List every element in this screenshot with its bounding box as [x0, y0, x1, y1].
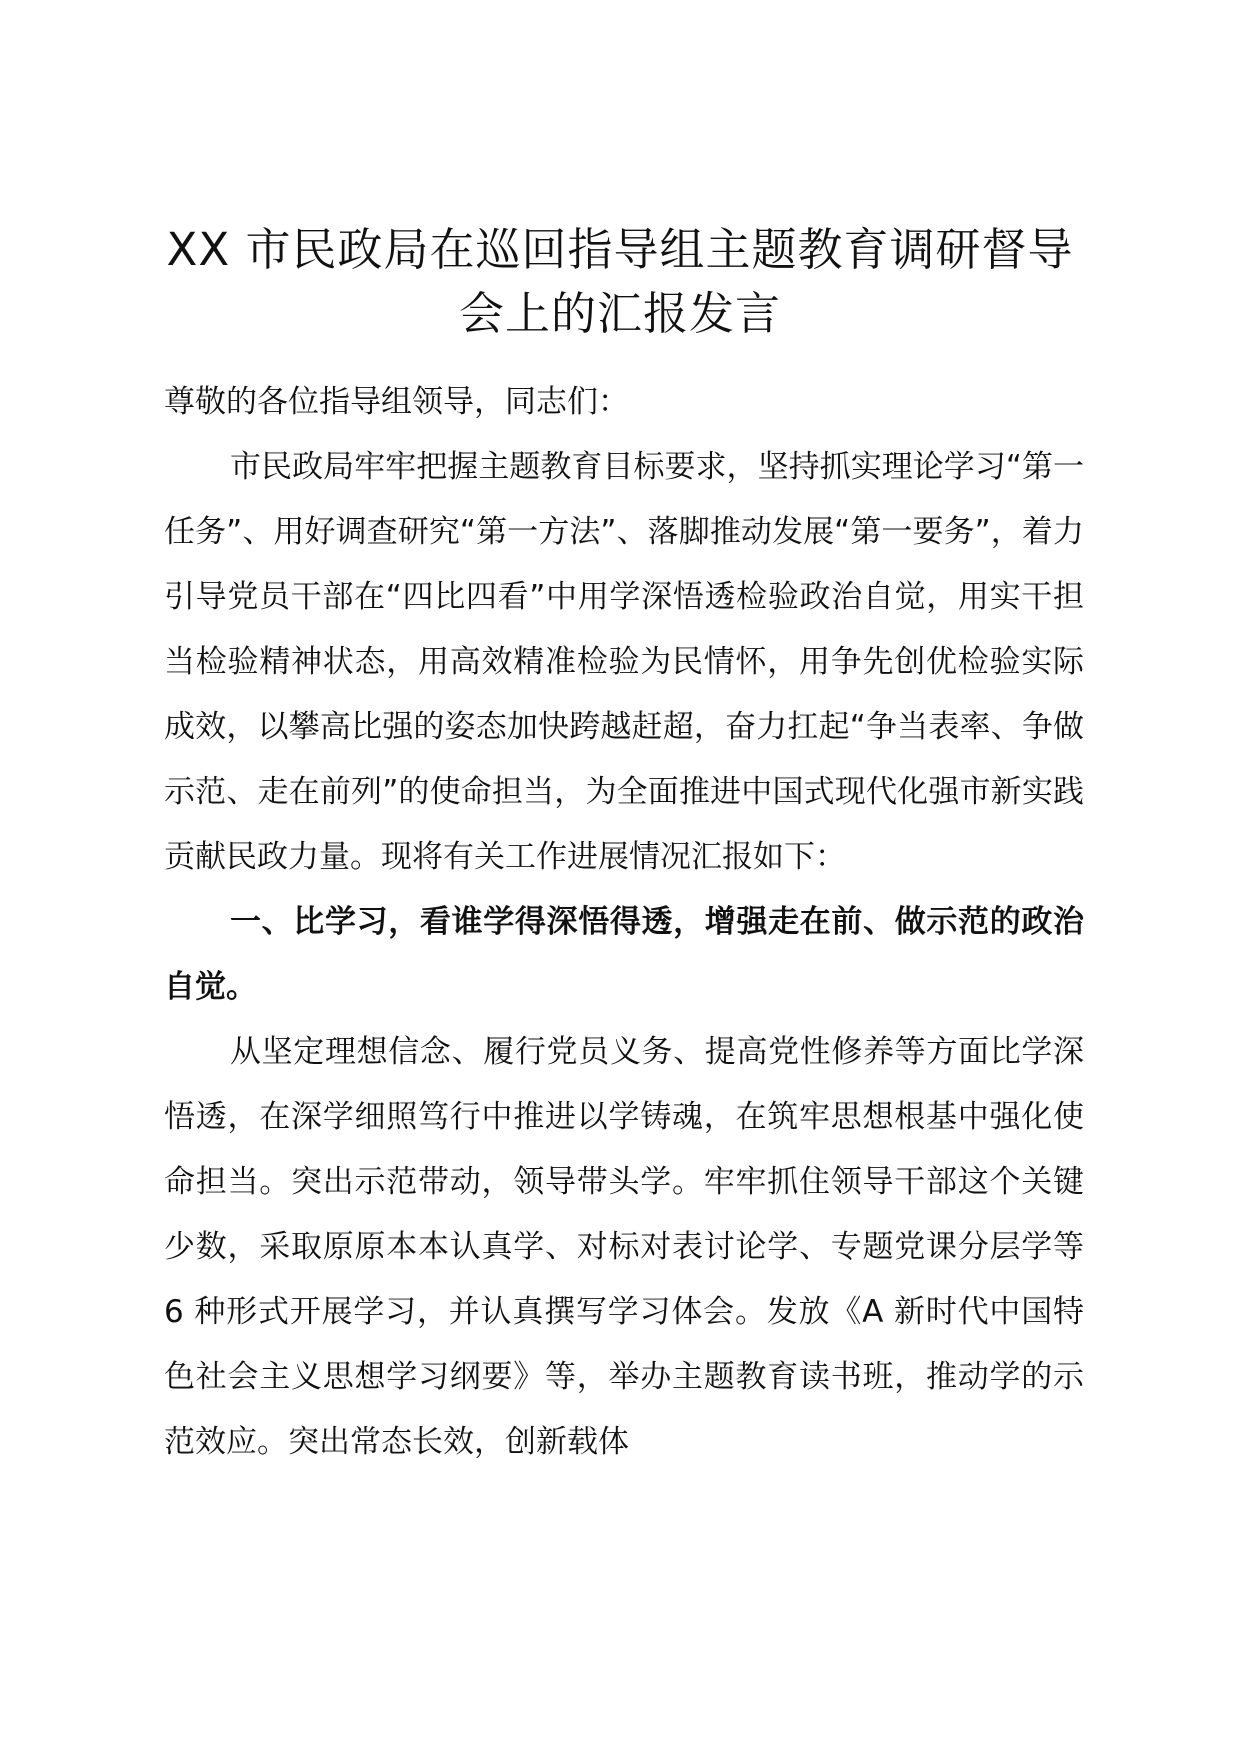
salutation: 尊敬的各位指导组领导，同志们： [164, 384, 629, 420]
paragraph-intro: 市民政局牢牢把握主题教育目标要求，坚持抓实理论学习“第一任务”、用好调查研究“第一方法”、落脚推动发展“第一要务”，着力引导党员干部在“四比四看”中用学深悟透检验政治自觉，用实干担当检验精神状态，用高效精准检验为民情怀，用争先创优检验实际成效，以攀高比强的姿态加快跨越赶超，奋力扛起“争当表率、争做示范、走在前列”的使命担当，为全面推进中国式现代化强市新实践贡献民政力量。现将有关工作进展情况汇报如下： [164, 449, 1084, 875]
paragraph-section-1: 从坚定理想信念、履行党员义务、提高党性修养等方面比学深悟透，在深学细照笃行中推进以学铸魂，在筑牢思想根基中强化使命担当。突出示范带动，领导带头学。牢牢抓住领导干部这个关键少数，采取原原本本认真学、对标对表讨论学、专题党课分层学等 6 种形式开展学习，并认真撰写学习体会。发放《A 新时代中国特色社会主义思想学习纲要》等，举办主题教育读书班，推动学的示范效应。突出常态长效，创新载体 [164, 1034, 1084, 1460]
document-body [164, 370, 1084, 1475]
section-heading-1: 一、比学习，看谁学得深悟得透，增强走在前、做示范的政治自觉。 [164, 904, 1084, 1005]
document-title: XX 市民政局在巡回指导组主题教育调研督导会上的汇报发言 [166, 223, 1074, 340]
